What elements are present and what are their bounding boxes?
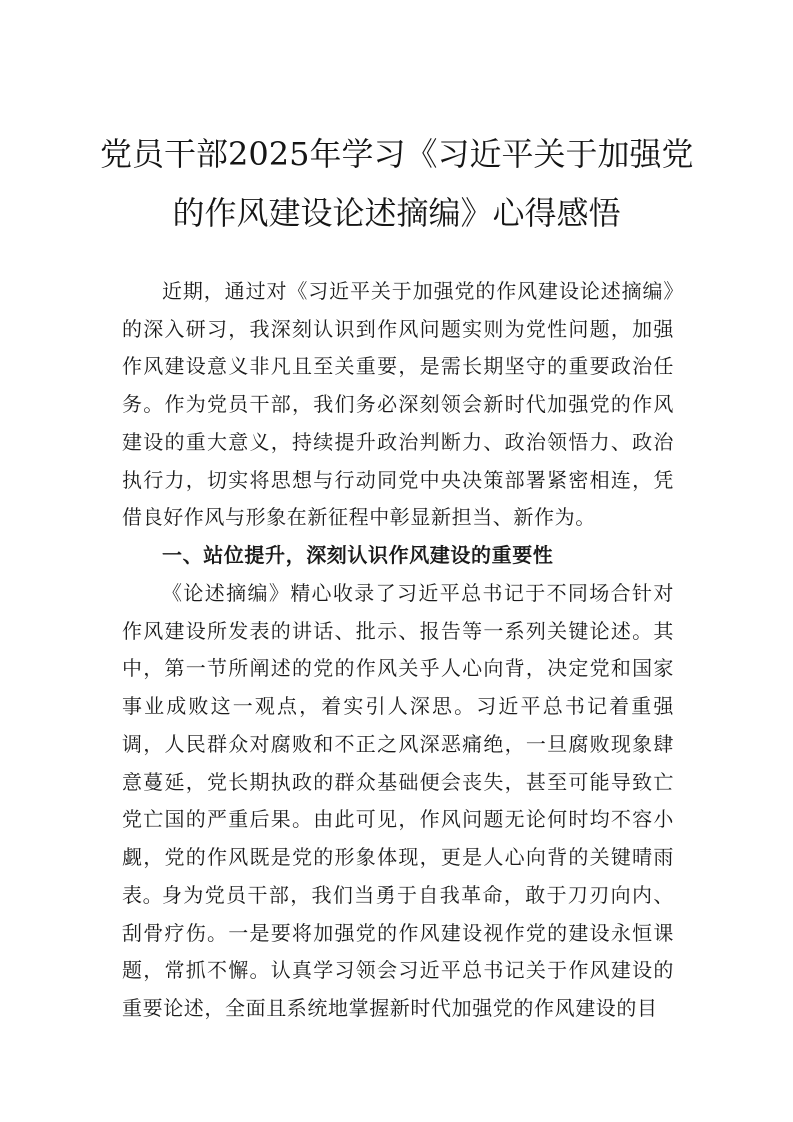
paragraph-section-1: 《论述摘编》精心收录了习近平总书记于不同场合针对作风建设所发表的讲话、批示、报告等一系列关键论述。其中，第一节所阐述的党的作风关乎人心向背，决定党和国家事业成败这一观点，着实引人深思。习近平总书记着重强调，人民群众对腐败和不正之风深恶痛绝，一旦腐败现象肆意蔓延，党长期执政的群众基础便会丧失，甚至可能导致亡党亡国的严重后果。由此可见，作风问题无论何时均不容小觑，党的作风既是党的形象体现，更是人心向背的关键晴雨表。 — [122, 581, 674, 907]
document-title-line-2: 的作风建设论述摘编》心得感悟 — [172, 194, 621, 232]
document-title-line-1: 党员干部2025年学习《习近平关于加强党 — [100, 135, 694, 173]
paragraph-self-revolution: 身为党员干部，我们当勇于自我革命，敢于刀刃向内、刮骨疗伤。一是要将加强党的作风建设视作党的建设永恒课题，常抓不懈。认真学习领会习近平总书记关于作风建设的重要论述，全面且系统地掌握新时代加强党的作风建设的目 — [122, 883, 674, 1021]
paragraph-intro: 近期，通过对《习近平关于加强党的作风建设论述摘编》的深入研习，我深刻认识到作风问题实则为党性问题，加强作风建设意义非凡且至关重要，是需长期坚守的重要政治任务。作为党员干部，我们务必深刻领会新时代加强党的作风建设的重大意义，持续提升政治判断力、政治领悟力、政治执行力，切实将思想与行动同党中央决策部署紧密相连，凭借良好作风与形象在新征程中彰显新担当、新作为。 — [122, 279, 674, 530]
section-heading-1: 一、站位提升，深刻认识作风建设的重要性 — [162, 543, 554, 567]
